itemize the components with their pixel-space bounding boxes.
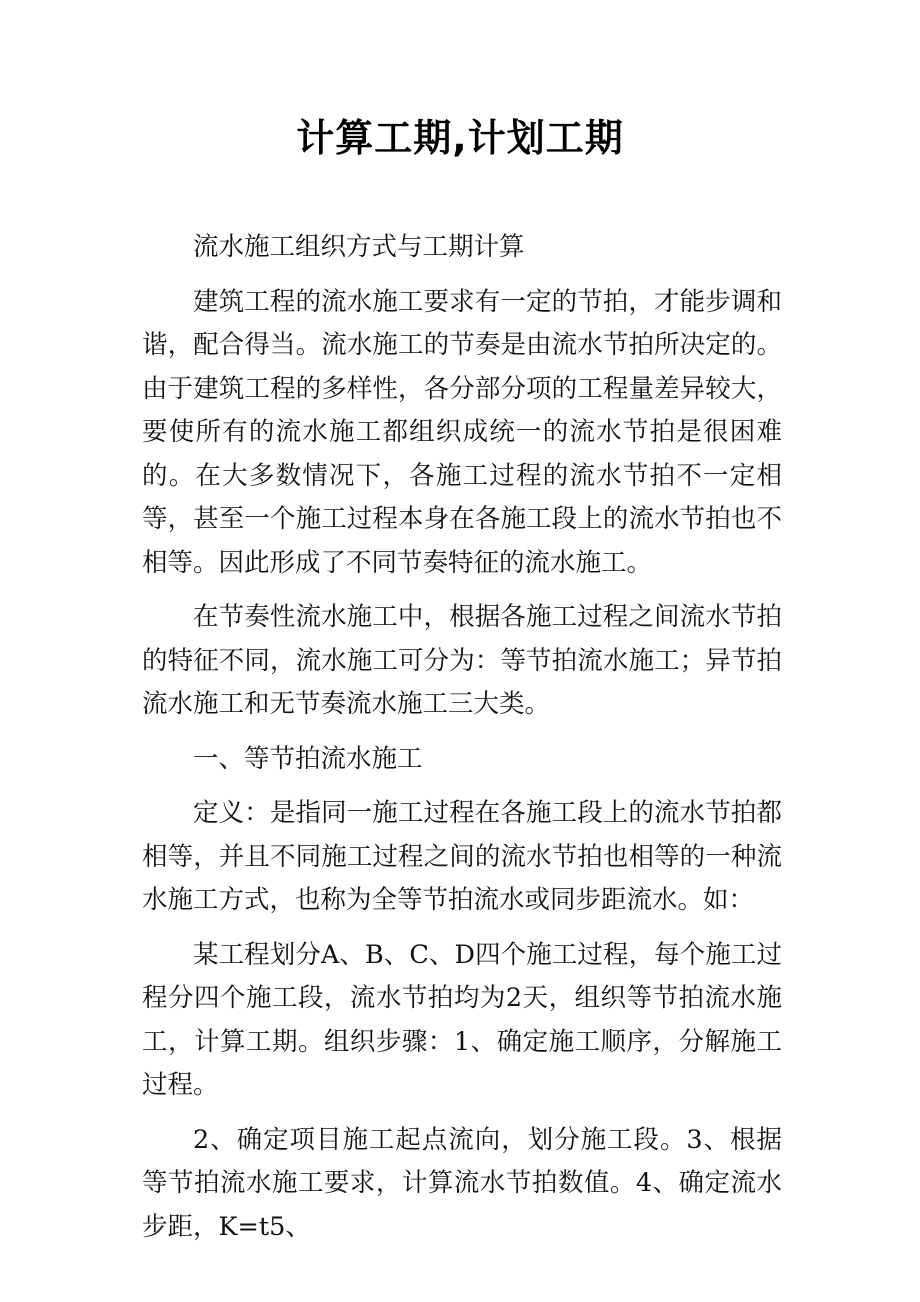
section-heading: 流水施工组织方式与工期计算 [193,232,525,262]
paragraph: 建筑工程的流水施工要求有一定的节拍，才能步调和谐，配合得当。流水施工的节奏是由流水节拍所决定的。由于建筑工程的多样性，各分部分项的工程量差异较大，要使所有的流水施工都组织成统一的流水节拍是很困难的。在大多数情况下，各施工过程的流水节拍不一定相等，甚至一个施工过程本身在各施工段上的流水节拍也不相等。因此形成了不同节奏特征的流水施工。 [142,286,782,578]
paragraph: 定义：是指同一施工过程在各施工段上的流水节拍都相等，并且不同施工过程之间的流水节拍也相等的一种流水施工方式，也称为全等节拍流水或同步距流水。如： [142,798,782,915]
document-title: 计算工期,计划工期 [296,116,624,160]
paragraph: 2、确定项目施工起点流向，划分施工段。3、根据等节拍流水施工要求，计算流水节拍数值。4、确定流水步距，K=t5、 [142,1124,782,1242]
paragraph: 某工程划分A、B、C、D四个施工过程，每个施工过程分四个施工段，流水节拍均为2天，组织等节拍流水施工，计算工期。组织步骤：1、确定施工顺序，分解施工过程。 [142,939,782,1100]
section-heading: 一、等节拍流水施工 [193,743,423,774]
paragraph: 在节奏性流水施工中，根据各施工过程之间流水节拍的特征不同，流水施工可分为：等节拍流水施工；异节拍流水施工和无节奏流水施工三大类。 [142,602,782,719]
document-body [142,226,782,1249]
